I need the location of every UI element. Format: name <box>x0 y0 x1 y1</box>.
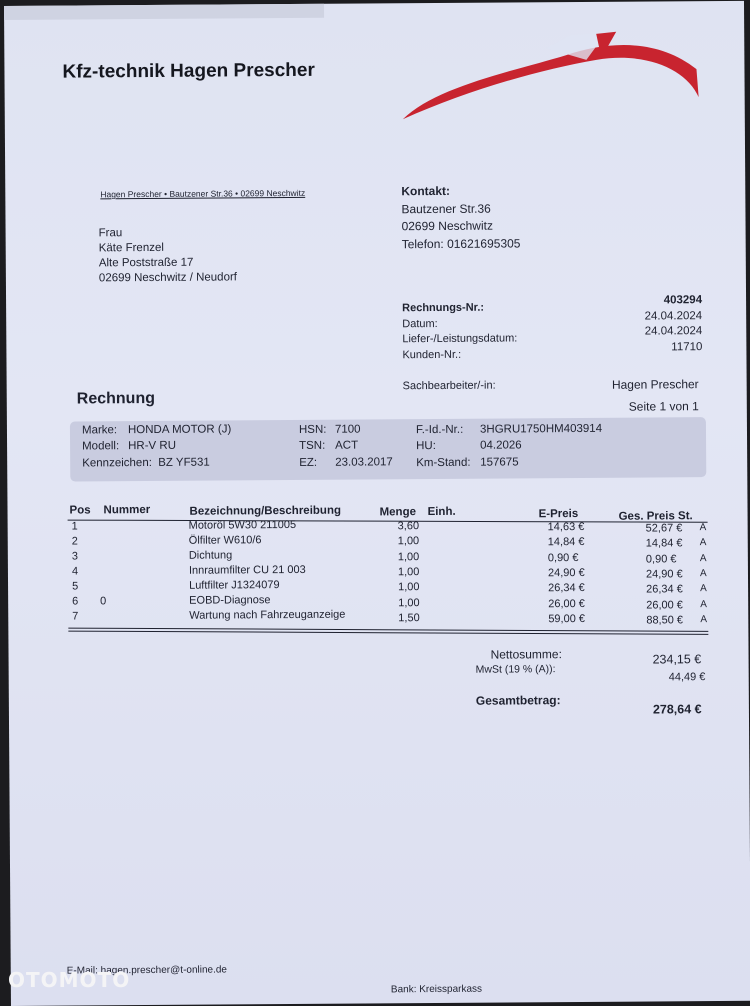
row-epreis: 24,90 € <box>547 566 585 580</box>
recipient-address <box>99 225 237 286</box>
row-menge: 1,00 <box>397 550 420 563</box>
row-menge: 3,60 <box>397 520 420 533</box>
row-menge: 1,00 <box>397 566 420 579</box>
recipient-city: 02699 Neschwitz / Neudorf <box>98 271 238 285</box>
fid-label: F.-Id.-Nr.: <box>415 423 464 437</box>
row-description: Wartung nach Fahrzeuganzeige <box>189 608 346 622</box>
customer-number-label: Kunden-Nr.: <box>402 348 462 361</box>
row-st: A <box>700 598 707 610</box>
row-gpreis: 24,90 € <box>645 568 683 581</box>
row-gpreis: 0,90 € <box>645 552 677 566</box>
col-einh-header: Einh. <box>427 505 456 519</box>
invoice-number-label: Rechnungs-Nr.: <box>402 301 485 315</box>
ez-label: EZ: <box>299 456 318 469</box>
row-menge: 1,00 <box>398 581 420 594</box>
mwst-value: 44,49 € <box>668 671 706 684</box>
row-description: Dichtung <box>188 549 233 562</box>
footer-bank: Bank: Kreissparkass <box>390 983 483 996</box>
row-epreis: 26,00 € <box>548 597 585 610</box>
col-bezeichnung-header: Bezeichnung/Beschreibung <box>189 504 342 518</box>
mwst-label: MwSt (19 % (A)): <box>475 663 556 676</box>
row-menge: 1,50 <box>398 611 420 625</box>
sender-line: Hagen Prescher • Bautzener Str.36 • 02699 Neschwitz <box>100 187 306 200</box>
recipient-street: Alte Poststraße 17 <box>98 256 194 270</box>
document-title: Rechnung <box>76 389 156 408</box>
delivery-date: 24.04.2024 <box>644 325 703 338</box>
invoice-paper <box>4 1 750 1006</box>
underlying-sheet <box>4 4 324 20</box>
company-name: Kfz-technik Hagen Prescher <box>62 59 315 83</box>
row-st: A <box>700 583 707 595</box>
row-pos: 7 <box>72 610 79 623</box>
gesamt-value: 278,64 € <box>652 702 702 717</box>
row-pos: 1 <box>71 520 78 533</box>
row-description: Luftfilter J1324079 <box>189 579 280 592</box>
meta-labels <box>402 300 517 363</box>
hsn-value: 7100 <box>334 423 361 436</box>
row-description: Innraumfilter CU 21 003 <box>188 563 306 577</box>
marke-value: HONDA MOTOR (J) <box>127 423 232 437</box>
row-description: Ölfilter W610/6 <box>188 534 262 547</box>
hu-label: HU: <box>416 439 436 453</box>
col-pos-header: Pos <box>69 504 91 517</box>
invoice-number: 403294 <box>663 294 703 307</box>
contact-city: 02699 Neschwitz <box>401 218 493 234</box>
col-menge-header: Menge <box>379 506 417 519</box>
row-gpreis: 26,34 € <box>646 583 683 596</box>
row-epreis: 59,00 € <box>548 612 586 626</box>
col-nummer-header: Nummer <box>103 503 151 517</box>
recipient-name: Käte Frenzel <box>98 241 164 255</box>
row-description: Motoröl 5W30 211005 <box>188 518 297 532</box>
km-label: Km-Stand: <box>416 456 471 470</box>
kennzeichen-value: BZ YF531 <box>158 456 210 469</box>
row-pos: 6 <box>72 595 79 608</box>
otomoto-watermark: OTOMOTO <box>8 968 131 992</box>
customer-number: 11710 <box>671 340 703 353</box>
hsn-label: HSN: <box>298 423 327 436</box>
row-epreis: 14,63 € <box>547 520 585 534</box>
row-nummer: 0 <box>100 595 107 608</box>
tsn-value: ACT <box>335 439 359 452</box>
row-menge: 1,00 <box>398 596 420 609</box>
row-pos: 2 <box>71 535 78 548</box>
modell-label: Modell: <box>82 440 120 453</box>
row-pos: 4 <box>71 565 79 578</box>
delivery-date-label: Liefer-/Leistungsdatum: <box>402 332 518 346</box>
row-pos: 3 <box>71 550 79 563</box>
row-menge: 1,00 <box>397 535 420 548</box>
footer-email: E-Mail: hagen.prescher@t-online.de <box>66 964 228 977</box>
ez-value: 23.03.2017 <box>335 456 393 469</box>
row-epreis: 26,34 € <box>548 582 585 595</box>
recipient-salutation: Frau <box>98 227 123 240</box>
row-st: A <box>699 537 707 549</box>
modell-value: HR-V RU <box>128 439 177 453</box>
invoice-date: 24.04.2024 <box>644 309 703 323</box>
netto-label: Nettosumme: <box>490 647 562 662</box>
tsn-label: TSN: <box>299 439 326 452</box>
contact-title: Kontakt: <box>401 183 451 199</box>
row-st: A <box>699 522 707 534</box>
clerk-name: Hagen Prescher <box>611 377 699 392</box>
marke-label: Marke: <box>81 424 118 437</box>
row-st: A <box>700 613 708 625</box>
km-value: 157675 <box>480 456 519 469</box>
row-description: EOBD-Diagnose <box>189 594 271 607</box>
hu-value: 04.2026 <box>480 439 522 452</box>
row-st: A <box>699 552 707 564</box>
car-logo-icon <box>396 29 707 126</box>
row-epreis: 0,90 € <box>547 551 579 564</box>
row-pos: 5 <box>72 580 79 593</box>
page-info: Seite 1 von 1 <box>628 399 699 414</box>
vehicle-info-box <box>70 417 706 481</box>
row-gpreis: 14,84 € <box>645 537 683 550</box>
contact-phone: Telefon: 01621695305 <box>401 235 521 251</box>
contact-street: Bautzener Str.36 <box>401 201 491 216</box>
meta-values <box>644 293 702 355</box>
kennzeichen-label: Kennzeichen: <box>82 456 152 470</box>
gesamt-label: Gesamtbetrag: <box>475 693 561 708</box>
row-epreis: 14,84 € <box>547 536 585 549</box>
row-gpreis: 88,50 € <box>646 614 684 627</box>
row-gpreis: 52,67 € <box>645 522 683 535</box>
contact-block <box>401 182 520 253</box>
netto-value: 234,15 € <box>652 652 702 667</box>
col-epreis-header: E-Preis <box>538 508 579 521</box>
col-gpreis-header: Ges. Preis St. <box>618 510 693 523</box>
date-label: Datum: <box>402 317 438 330</box>
clerk-label: Sachbearbeiter/-in: <box>402 379 496 393</box>
row-gpreis: 26,00 € <box>646 598 683 612</box>
row-st: A <box>699 567 707 580</box>
fid-value: 3HGRU1750HM403914 <box>479 422 603 436</box>
